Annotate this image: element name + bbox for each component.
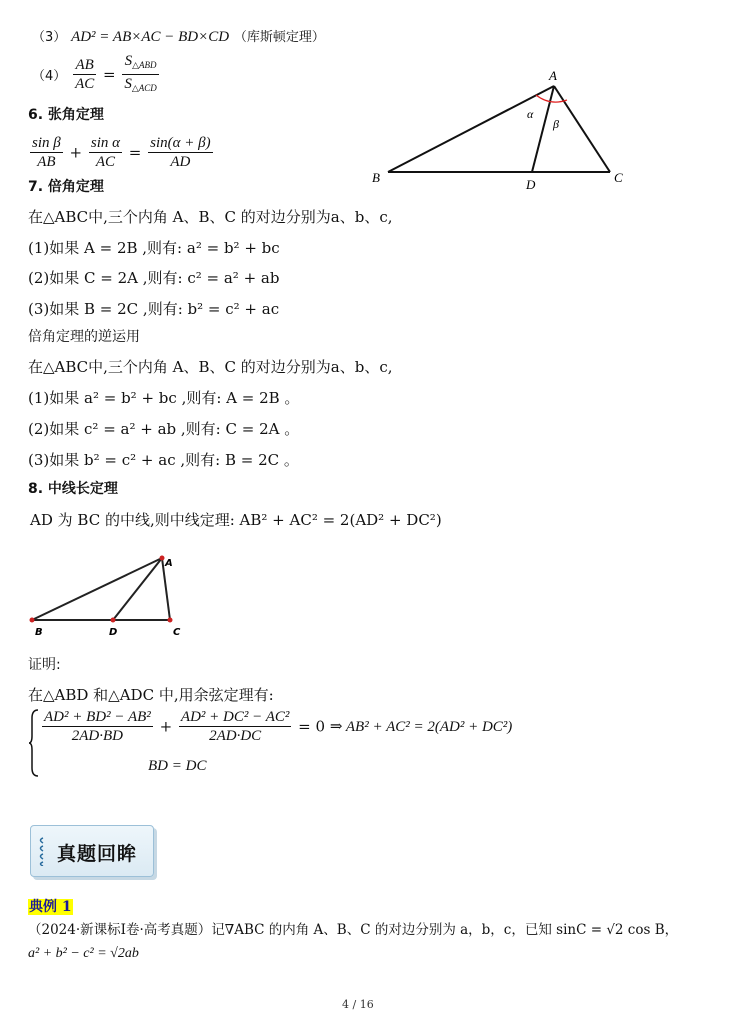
item-4-lhs	[73, 56, 96, 93]
example-tag	[28, 896, 73, 916]
section-7-line-3: (3)如果 B = 2C ,则有: b² = c² + ac	[28, 300, 280, 318]
section-8-heading: 8. 中线长定理	[28, 481, 118, 497]
s6-frac2-den: AC	[95, 154, 116, 170]
tri2-label-d: D	[109, 627, 118, 638]
proof-frac-2-den: 2AD·DC	[209, 728, 262, 744]
brace-icon	[28, 708, 40, 778]
proof-frac-2	[179, 708, 291, 745]
item-4-rhs-num: S	[124, 53, 133, 69]
section-7-line-1: (1)如果 A = 2B ,则有: a² = b² + bc	[28, 239, 280, 257]
tri2-side-ab	[32, 558, 162, 620]
s6-frac2	[89, 134, 122, 171]
proof-frac-2-num: AD² + DC² − AC²	[180, 709, 290, 725]
tri1-side-ac	[554, 86, 610, 172]
proof-conclusion: ⇒ AB² + AC² = 2(AD² + DC²)	[329, 719, 513, 735]
section-7-intro: 在△ABC中,三个内角 A、B、C 的对边分别为a、b、c,	[28, 208, 393, 226]
proof-frac-1	[42, 708, 153, 745]
problem-line-2: a² + b² − c² = √2ab	[28, 946, 139, 961]
tri2-label-a: A	[165, 558, 173, 569]
s6-frac3	[148, 134, 212, 171]
tri2-median-ad	[113, 558, 162, 620]
s6-frac3-num: sin(α + β)	[150, 135, 211, 151]
item-3-note: （库斯顿定理）	[233, 30, 325, 45]
item-4-rhs-num-sub: △ABD	[132, 60, 157, 70]
tri1-label-a: A	[549, 68, 557, 83]
converse-line-3: (3)如果 b² = c² + ac ,则有: B = 2C 。	[28, 451, 299, 469]
item-4-lhs-num: AB	[73, 56, 96, 75]
tri2-point-d	[111, 618, 116, 623]
s6-frac3-den: AD	[170, 154, 191, 170]
converse-line-1: (1)如果 a² = b² + bc ,则有: A = 2B 。	[28, 389, 300, 407]
item-3	[32, 26, 325, 46]
tri2-label-b: B	[35, 627, 43, 638]
review-section-box	[30, 825, 154, 877]
section-7-heading: 7. 倍角定理	[28, 179, 104, 195]
section-6-formula: $\frac{\text{sin β}}{AB}$ + $\frac{\text{sin α}}{AC}$ = $\frac{\sin(\alpha + \beta)}{AD}$	[32, 135, 211, 170]
triangle-figure-2	[22, 548, 202, 643]
item-4-rhs-den-sub: △ACD	[131, 83, 157, 93]
proof-frac-1-den: 2AD·BD	[71, 728, 124, 744]
proof-eq-1: $\frac{\text{AD² + BD² − AB²}}{2AD\cdot BD}$ + $\frac{\text{AD² + DC² − AC²}}{2AD\cdot DC}$ = 0 ⇒ AB² + AC² = 2(AD² + DC²)	[44, 709, 513, 744]
tri1-side-ab	[388, 86, 554, 172]
item-4-rhs-den: S	[124, 76, 132, 92]
s6-frac1-num: sin β	[32, 135, 61, 151]
proof-eq-zero: = 0	[298, 717, 326, 736]
tri1-label-beta: β	[553, 117, 559, 131]
s6-frac2-num: sin α	[90, 135, 121, 151]
proof-frac-1-num: AD² + BD² − AB²	[44, 709, 151, 725]
spiral-binding-icon	[37, 836, 45, 866]
item-4: （4） $\frac{AB}{AC}$ = $\frac{S_{\triangle ABD}}{S_{\triangle ACD}}$	[32, 52, 161, 97]
proof-bd-dc: BD = DC	[148, 758, 207, 774]
s6-frac1	[30, 134, 63, 171]
tri1-label-alpha: α	[527, 107, 534, 121]
tri2-label-c: C	[173, 627, 181, 638]
problem-line-1: （2024·新课标Ⅰ卷·高考真题）记∇ABC 的内角 A、B、C 的对边分别为 a，b，c，已知 sinC = √2 cos B，	[28, 922, 679, 938]
converse-title: 倍角定理的逆运用	[28, 329, 140, 345]
tri2-point-a	[160, 556, 165, 561]
tri1-label-d: D	[526, 177, 536, 192]
page-number: 4 / 16	[342, 998, 374, 1011]
review-title: 真题回眸	[57, 843, 138, 865]
item-4-lhs-den: AC	[75, 76, 95, 92]
tri2-point-c	[168, 618, 173, 623]
tri1-label-c: C	[614, 170, 623, 185]
proof-intro: 在△ABD 和△ADC 中,用余弦定理有:	[28, 686, 274, 704]
s6-frac1-den: AB	[37, 154, 56, 170]
tri2-point-b	[30, 618, 35, 623]
section-7-line-2: (2)如果 C = 2A ,则有: c² = a² + ab	[28, 269, 280, 287]
proof-label: 证明:	[28, 657, 61, 673]
section-6-heading: 6. 张角定理	[28, 107, 104, 123]
tri1-label-b: B	[372, 170, 380, 185]
converse-line-2: (2)如果 c² = a² + ab ,则有: C = 2A 。	[28, 420, 300, 438]
section-8-statement: AD 为 BC 的中线,则中线定理: AB² + AC² = 2(AD² + DC²)	[30, 511, 442, 529]
item-4-label: （4）	[32, 69, 67, 84]
item-3-label: （3）	[32, 30, 67, 45]
item-4-rhs	[122, 52, 158, 97]
triangle-figure-1	[360, 62, 640, 192]
converse-intro: 在△ABC中,三个内角 A、B、C 的对边分别为a、b、c,	[28, 358, 393, 376]
example-tag-label: 典例 1	[29, 899, 72, 915]
item-3-formula: AD² = AB×AC − BD×CD	[71, 29, 230, 45]
